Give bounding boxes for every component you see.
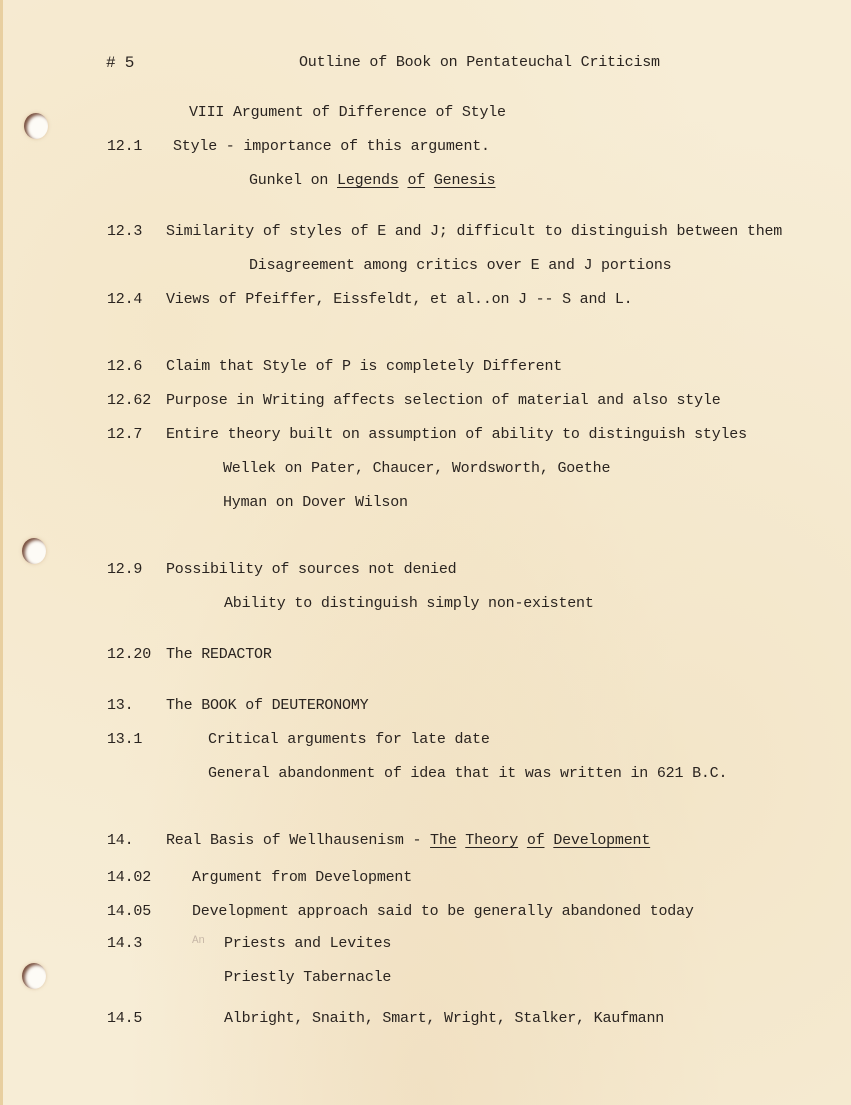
entry-number: 14.02 (107, 869, 152, 886)
underlined-word: Development (553, 832, 651, 849)
sub-entry: Hyman on Dover Wilson (223, 494, 408, 511)
page-number: # 5 (106, 54, 135, 72)
page-title: Outline of Book on Pentateuchal Criticism (299, 54, 660, 71)
entry-number: 14.3 (107, 935, 143, 952)
underlined-word: The (430, 832, 457, 849)
entry-text: Argument from Development (192, 869, 413, 886)
entry-number: 14.5 (107, 1010, 143, 1027)
sub-entry: Priestly Tabernacle (224, 969, 392, 986)
entry-text: Development approach said to be generally abandoned today (192, 903, 694, 920)
sub-entry: Wellek on Pater, Chaucer, Wordsworth, Goethe (223, 460, 611, 477)
space (425, 172, 434, 189)
entry-text: Albright, Snaith, Smart, Wright, Stalker, Kaufmann (224, 1010, 665, 1027)
entry-number: 13. (107, 697, 134, 714)
entry-number: 12.6 (107, 358, 143, 375)
entry-text: Similarity of styles of E and J; difficult to distinguish between them (166, 223, 783, 240)
entry-number: 12.1 (107, 138, 143, 155)
entry-text: Purpose in Writing affects selection of material and also style (166, 392, 721, 409)
entry-number: 12.20 (107, 646, 152, 663)
section-heading: VIII Argument of Difference of Style (189, 104, 506, 121)
sub-entry: Ability to distinguish simply non-existent (224, 595, 594, 612)
entry-number: 12.7 (107, 426, 143, 443)
entry-text: Entire theory built on assumption of ability to distinguish styles (166, 426, 747, 443)
paper-edge (0, 0, 3, 1105)
entry-number: 12.4 (107, 291, 143, 308)
punch-hole-icon (24, 113, 48, 139)
entry-number: 12.62 (107, 392, 152, 409)
entry-number: 13.1 (107, 731, 143, 748)
underlined-word: of (526, 832, 545, 849)
underlined-word: Genesis (433, 172, 496, 189)
sub-entry: Disagreement among critics over E and J portions (249, 257, 672, 274)
entry-number: 14.05 (107, 903, 152, 920)
entry-text: The REDACTOR (166, 646, 272, 663)
entry-text: Possibility of sources not denied (166, 561, 457, 578)
entry-text: Critical arguments for late date (208, 731, 490, 748)
entry-text: Claim that Style of P is completely Different (166, 358, 563, 375)
entry-number: 12.9 (107, 561, 143, 578)
entry-text-plain: Real Basis of Wellhausenism - (166, 832, 431, 849)
entry-text: Style - importance of this argument. (173, 138, 490, 155)
sub-entry (249, 172, 496, 189)
underlined-word: Theory (465, 832, 519, 849)
sub-entry: General abandonment of idea that it was written in 621 B.C. (208, 765, 728, 782)
sub-entry-text: Gunkel on (249, 172, 338, 189)
entry-number: 14. (107, 832, 134, 849)
underlined-word: Legends (337, 172, 399, 189)
entry-text: Priests and Levites (224, 935, 392, 952)
entry-text: The BOOK of DEUTERONOMY (166, 697, 369, 714)
faint-strikeover: An (192, 935, 205, 947)
entry-text: Views of Pfeiffer, Eissfeldt, et al..on J -- S and L. (166, 291, 633, 308)
punch-hole-icon (22, 963, 46, 989)
punch-hole-icon (22, 538, 46, 564)
entry-number: 12.3 (107, 223, 143, 240)
entry-text (166, 832, 650, 849)
underlined-word: of (407, 172, 426, 189)
